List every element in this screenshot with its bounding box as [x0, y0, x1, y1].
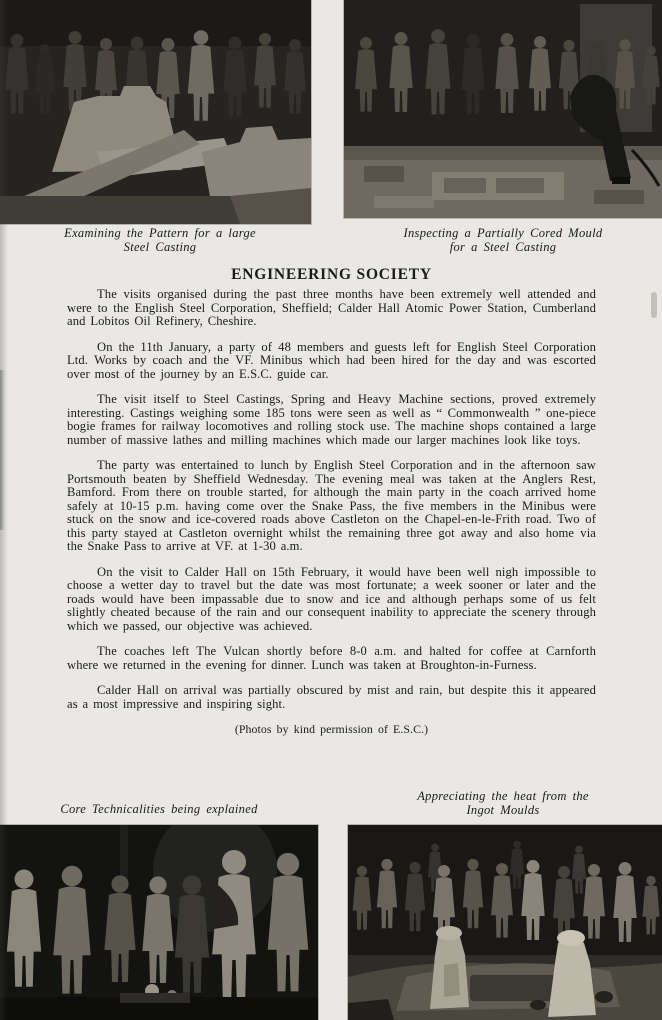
photo-credit-line: (Photos by kind permission of E.S.C.) — [234, 722, 429, 736]
paragraph: On the 11th January, a party of 48 members and guests left for English Steel Corporation Ltd. Works by coach and the VF. Minibus which had been hired for the day and was escorted over most of the journey by an E.S.C. guide car. — [67, 339, 596, 381]
caption-line: Examining the Pattern for a large — [64, 226, 256, 240]
caption-top-left — [10, 227, 310, 254]
photo-inspecting-mould — [344, 0, 662, 218]
photo-core-technicalities — [0, 825, 318, 1020]
paragraph: The coaches left The Vulcan shortly before 8-0 a.m. and halted for coffee at Carnforth where we returned in the evening for dinner. Lunch was taken at Broughton-in-Furness. — [67, 644, 596, 672]
scan-artifact-mark — [651, 292, 657, 318]
caption-line: Core Technicalities being explained — [60, 802, 258, 816]
caption-line: Ingot Moulds — [466, 802, 540, 817]
scan-artifact-smudge — [0, 370, 5, 530]
paragraph: The visit itself to Steel Castings, Spring and Heavy Machine sections, proved extremely interesting. Castings weighing some 185 tons were seen as well as “ Commonwealth ” one-piece bogie frames for railway locomotives and rolling stock use. The machine shops contained a large number of massive lathes and milling machines which made our larger machines look like toys. — [67, 392, 596, 447]
caption-line: Appreciating the heat from the — [417, 789, 589, 803]
caption-top-right — [344, 227, 662, 254]
caption-line: for a Steel Casting — [449, 239, 557, 254]
paragraph: The visits organised during the past three months have been extremely well attended and were to the English Steel Corporation, Sheffield; Calder Hall Atomic Power Station, Cumberland and Lobitos Oil Refinery, Cheshire. — [67, 287, 596, 328]
article-body — [67, 288, 596, 749]
paragraph: On the visit to Calder Hall on 15th February, it would have been well nigh impossible to choose a wetter day to travel but the date was most fortunate; a week sooner or later and the roads would have been impassable due to snow and ice and although perhaps some of us felt slightly cheated because of the rain and our consequent inability to appreciate the scenery through which we passed, our objective was achieved. — [67, 564, 596, 633]
paragraph: Calder Hall on arrival was partially obscured by mist and rain, but despite this it appeared as a most impressive and inspiring sight. — [67, 683, 596, 711]
photo-ingot-moulds — [348, 825, 662, 1020]
paragraph: The party was entertained to lunch by English Steel Corporation and in the afternoon saw Portsmouth beaten by Sheffield Wednesday. The evening meal was taken at the Anglers Rest, Bamford. From there on trouble started, for although the main party in the coach arrived home safely at 10-15 p.m. having come over the Snake Pass, the five members in the Minibus were stuck on the snow and ice-covered roads above Castleton on the Chapel-en-le-Frith road. Two of this party stayed at Castleton overnight whilst the remaining three got away and also home via the Snake Pass to arrive at VF. at 1-30 a.m. — [67, 458, 596, 553]
caption-line: Steel Casting — [123, 239, 197, 254]
photo-examining-pattern — [0, 0, 311, 224]
caption-line: Inspecting a Partially Cored Mould — [403, 226, 603, 240]
caption-bottom-right — [344, 790, 662, 817]
caption-bottom-left — [0, 803, 318, 817]
page-title: ENGINEERING SOCIETY — [231, 266, 432, 283]
